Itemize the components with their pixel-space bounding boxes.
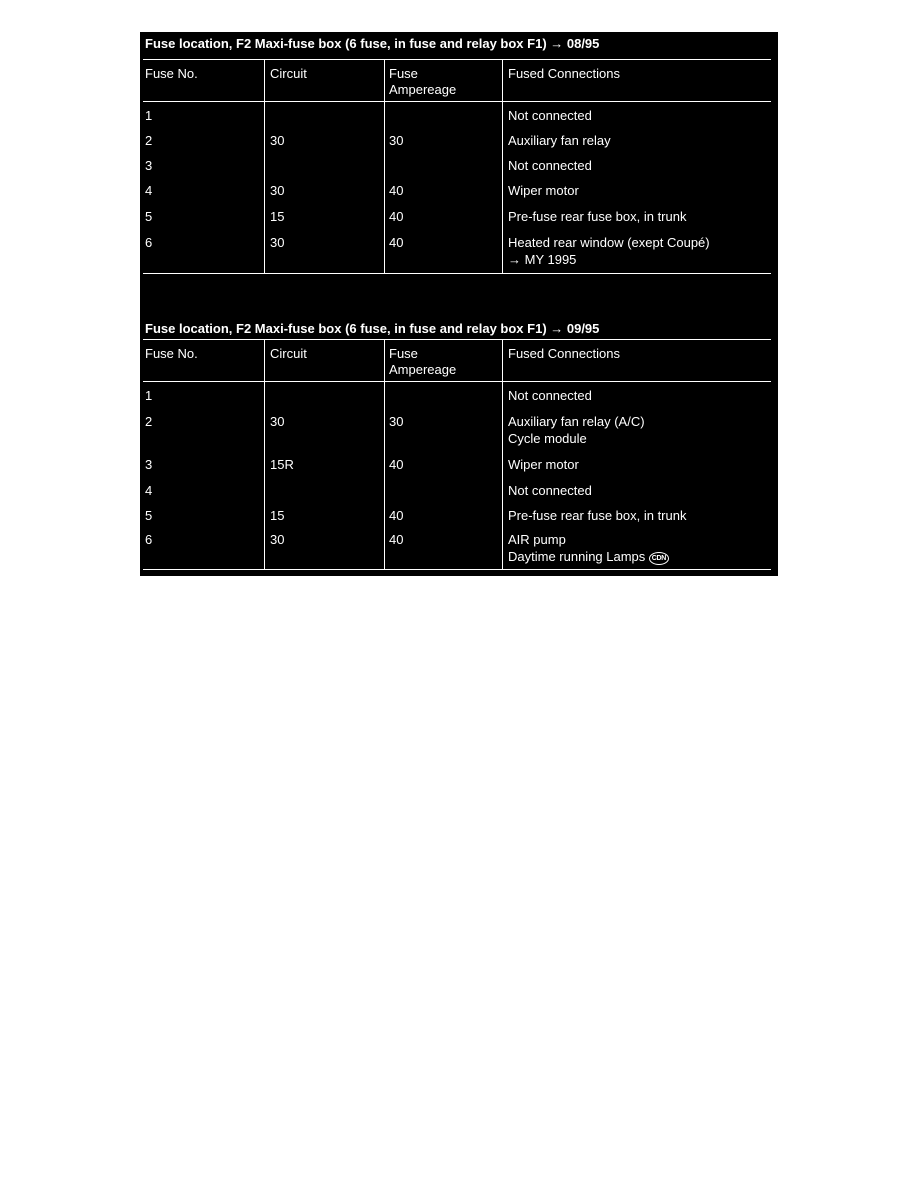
fuse-number: 3 — [145, 457, 153, 472]
header-fused-connections: Fused Connections — [508, 66, 621, 81]
header-rule — [143, 381, 771, 382]
circuit: 30 — [270, 235, 285, 250]
header-rule — [143, 101, 771, 102]
header-ampereage: Fuse Ampereage — [389, 346, 457, 377]
fused-connection: Not connected — [508, 388, 592, 403]
fuse-number: 3 — [145, 158, 153, 173]
fuse-number: 6 — [145, 532, 153, 547]
cdn-badge-icon: CDN — [649, 552, 669, 565]
fused-connection-line2: → MY 1995 — [508, 252, 577, 267]
ampereage: 30 — [389, 414, 404, 429]
header-circuit: Circuit — [270, 346, 307, 361]
fused-connection-line2: Cycle module — [508, 431, 587, 446]
fuse-number: 4 — [145, 183, 153, 198]
title-rule — [143, 339, 771, 340]
ampereage: 30 — [389, 133, 404, 148]
header-fused-connections: Fused Connections — [508, 346, 621, 361]
fused-connection: AIR pump — [508, 532, 566, 547]
table-title: Fuse location, F2 Maxi-fuse box (6 fuse, in fuse and relay box F1) → 08/95 — [145, 36, 600, 51]
table-title: Fuse location, F2 Maxi-fuse box (6 fuse, in fuse and relay box F1) → 09/95 — [145, 321, 600, 336]
circuit: 30 — [270, 183, 285, 198]
fuse-number: 2 — [145, 414, 153, 429]
column-divider — [264, 340, 265, 570]
bottom-rule — [143, 273, 771, 274]
fuse-number: 4 — [145, 483, 153, 498]
fused-connection: Not connected — [508, 108, 592, 123]
circuit: 15R — [270, 457, 294, 472]
column-divider — [502, 60, 503, 274]
fused-connection: Pre-fuse rear fuse box, in trunk — [508, 209, 687, 224]
fuse-number: 6 — [145, 235, 153, 250]
column-divider — [264, 60, 265, 274]
circuit: 30 — [270, 414, 285, 429]
fused-connection: Pre-fuse rear fuse box, in trunk — [508, 508, 687, 523]
fused-connection: Wiper motor — [508, 457, 579, 472]
fuse-number: 5 — [145, 209, 153, 224]
circuit: 15 — [270, 508, 285, 523]
fuse-number: 5 — [145, 508, 153, 523]
fused-connection: Wiper motor — [508, 183, 579, 198]
fused-connection: Auxiliary fan relay (A/C) — [508, 414, 645, 429]
fuse-tables-panel — [140, 32, 778, 576]
header-circuit: Circuit — [270, 66, 307, 81]
title-rule — [143, 59, 771, 60]
header-fuse-no: Fuse No. — [145, 66, 198, 81]
fused-connection-text: Daytime running Lamps — [508, 549, 646, 564]
column-divider — [384, 60, 385, 274]
circuit: 30 — [270, 532, 285, 547]
fused-connection: Heated rear window (exept Coupé) — [508, 235, 710, 250]
fused-connection: Not connected — [508, 158, 592, 173]
fuse-number: 2 — [145, 133, 153, 148]
ampereage: 40 — [389, 235, 404, 250]
column-divider — [502, 340, 503, 570]
fuse-number: 1 — [145, 388, 153, 403]
fused-connection-line2 — [508, 549, 669, 565]
fused-connection: Not connected — [508, 483, 592, 498]
header-fuse-no: Fuse No. — [145, 346, 198, 361]
ampereage: 40 — [389, 209, 404, 224]
fused-connection: Auxiliary fan relay — [508, 133, 611, 148]
circuit: 30 — [270, 133, 285, 148]
column-divider — [384, 340, 385, 570]
ampereage: 40 — [389, 183, 404, 198]
header-ampereage: Fuse Ampereage — [389, 66, 457, 97]
circuit: 15 — [270, 209, 285, 224]
fuse-number: 1 — [145, 108, 153, 123]
bottom-rule — [143, 569, 771, 570]
ampereage: 40 — [389, 457, 404, 472]
ampereage: 40 — [389, 508, 404, 523]
ampereage: 40 — [389, 532, 404, 547]
